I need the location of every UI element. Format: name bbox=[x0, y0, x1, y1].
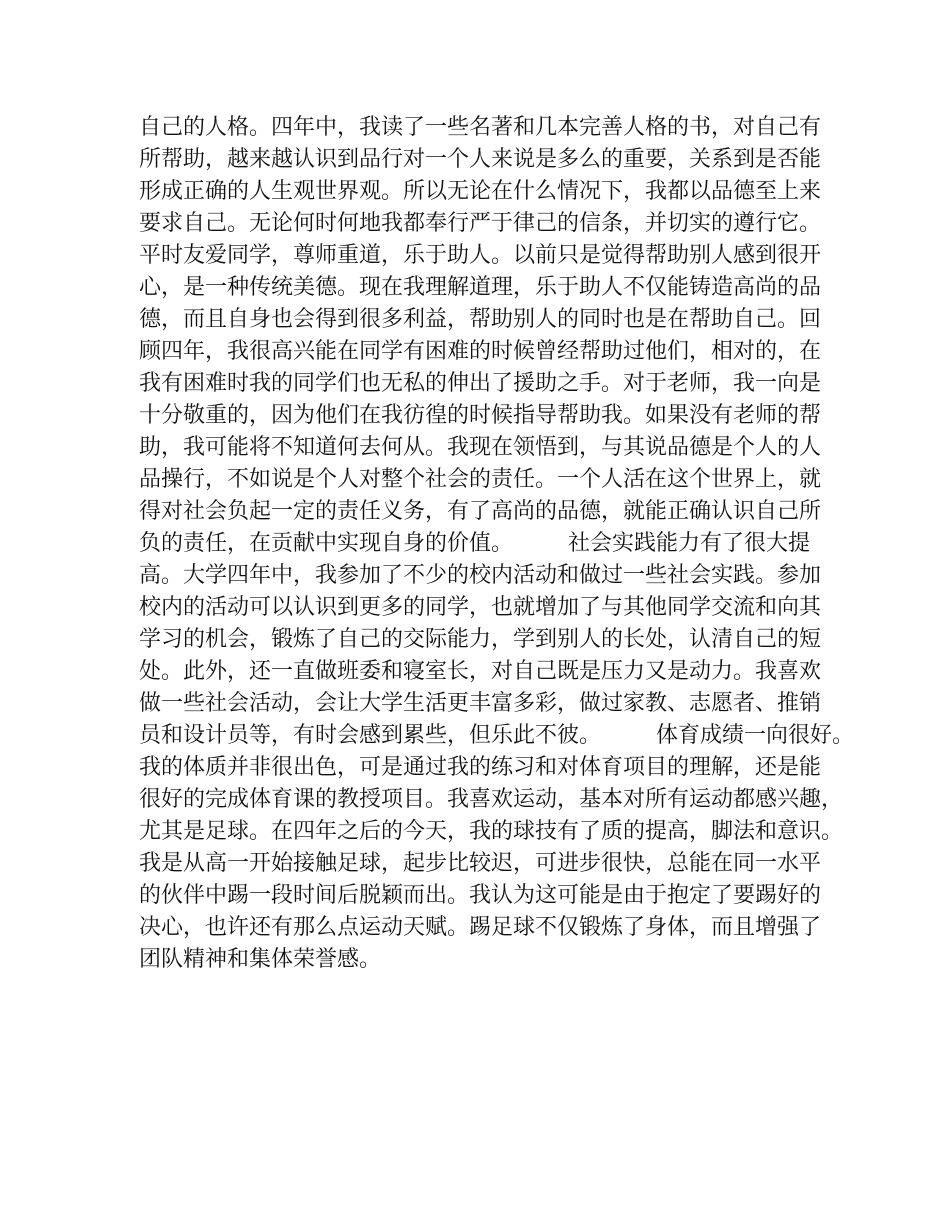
text-line: 形成正确的人生观世界观。所以无论在什么情况下，我都以品德至上来 bbox=[139, 179, 822, 204]
text-line: 心，是一种传统美德。现在我理解道理，乐于助人不仅能铸造高尚的品 bbox=[139, 275, 822, 300]
text-line: 要求自己。无论何时何地我都奉行严于律己的信条，并切实的遵行它。 bbox=[139, 211, 822, 236]
text-line: 的伙伴中踢一段时间后脱颖而出。我认为这可能是由于抱定了要踢好的 bbox=[139, 883, 822, 908]
text-line: 学习的机会，锻炼了自己的交际能力，学到别人的长处，认清自己的短 bbox=[139, 627, 822, 652]
text-line: 做一些社会活动，会让大学生活更丰富多彩，做过家教、志愿者、推销 bbox=[139, 691, 822, 716]
text-line: 员和设计员等，有时会感到累些，但乐此不彼。 体育成绩一向很好。 bbox=[139, 723, 855, 748]
text-line: 助，我可能将不知道何去何从。我现在领悟到，与其说品德是个人的人 bbox=[139, 435, 822, 460]
text-line: 我有困难时我的同学们也无私的伸出了援助之手。对于老师，我一向是 bbox=[139, 371, 822, 396]
text-line: 尤其是足球。在四年之后的今天，我的球技有了质的提高，脚法和意识。 bbox=[139, 819, 844, 844]
text-line: 平时友爱同学，尊师重道，乐于助人。以前只是觉得帮助别人感到很开 bbox=[139, 243, 822, 268]
text-line: 品操行，不如说是个人对整个社会的责任。一个人活在这个世界上，就 bbox=[139, 467, 822, 492]
text-line: 所帮助，越来越认识到品行对一个人来说是多么的重要，关系到是否能 bbox=[139, 147, 822, 172]
body-paragraph bbox=[139, 112, 855, 976]
text-line: 自己的人格。四年中，我读了一些名著和几本完善人格的书，对自己有 bbox=[139, 115, 822, 140]
text-line: 决心，也许还有那么点运动天赋。踢足球不仅锻炼了身体，而且增强了 bbox=[139, 915, 822, 940]
text-line: 很好的完成体育课的教授项目。我喜欢运动，基本对所有运动都感兴趣， bbox=[139, 787, 844, 812]
text-line: 处。此外，还一直做班委和寝室长，对自己既是压力又是动力。我喜欢 bbox=[139, 659, 822, 684]
text-line: 十分敬重的，因为他们在我彷徨的时候指导帮助我。如果没有老师的帮 bbox=[139, 403, 822, 428]
text-line: 校内的活动可以认识到更多的同学，也就增加了与其他同学交流和向其 bbox=[139, 595, 822, 620]
text-line: 团队精神和集体荣誉感。 bbox=[139, 947, 382, 972]
text-line: 我是从高一开始接触足球，起步比较迟，可进步很快，总能在同一水平 bbox=[139, 851, 822, 876]
text-line: 高。大学四年中，我参加了不少的校内活动和做过一些社会实践。参加 bbox=[139, 563, 822, 588]
text-line: 我的体质并非很出色，可是通过我的练习和对体育项目的理解，还是能 bbox=[139, 755, 822, 780]
text-line: 顾四年，我很高兴能在同学有困难的时候曾经帮助过他们，相对的，在 bbox=[139, 339, 822, 364]
text-line: 得对社会负起一定的责任义务，有了高尚的品德，就能正确认识自己所 bbox=[139, 499, 822, 524]
text-line: 负的责任，在贡献中实现自身的价值。 社会实践能力有了很大提 bbox=[139, 531, 811, 556]
text-line: 德，而且自身也会得到很多利益，帮助别人的同时也是在帮助自己。回 bbox=[139, 307, 822, 332]
